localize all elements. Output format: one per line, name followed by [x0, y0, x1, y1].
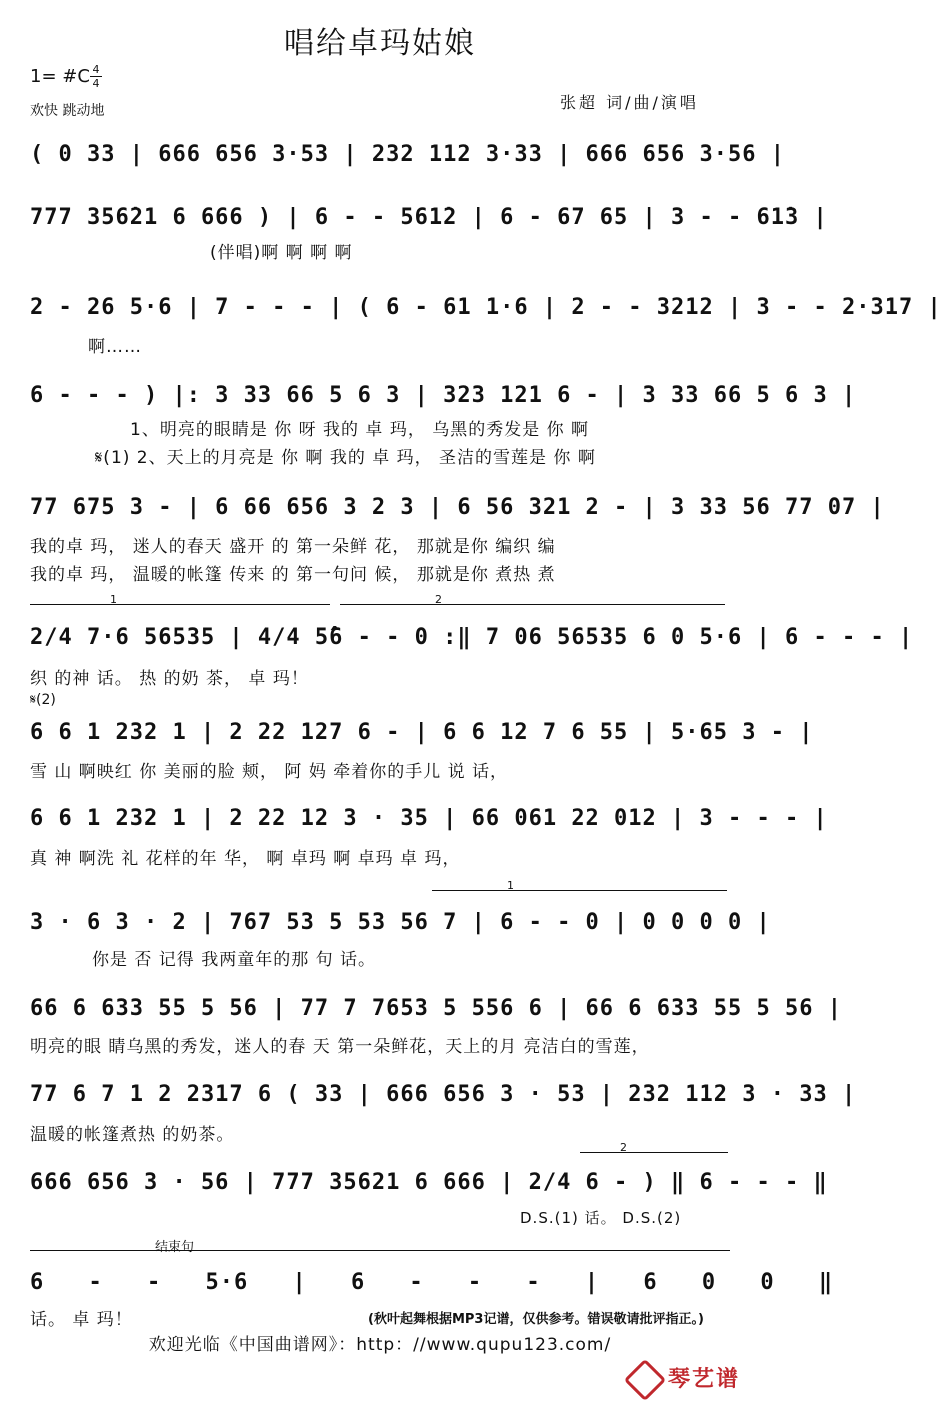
brand-logo [630, 1362, 740, 1395]
score-row-2: 777 356̇21 6 666 ) | 6 - - 561̇2 | 6 - 67 65 | 3 - - 61̇3 | [30, 205, 828, 230]
meter-top: 4 [92, 63, 100, 76]
lyric-row-8: 真 神 啊洗 礼 花样的年 华， 啊 卓玛 啊 卓玛 卓 玛， [30, 849, 461, 869]
site-credit: 欢迎光临《中国曲谱网》：http：//www.qupu123.com/ [148, 1335, 612, 1355]
first-ending-label: 1 [110, 593, 117, 606]
lyric-row-7: 雪 山 啊映红 你 美丽的脸 颊， 阿 妈 牵着你的手儿 说 话， [30, 762, 509, 782]
lyric-row-9: 你是 否 记得 我两童年的那 句 话。 [92, 950, 377, 970]
meter-bottom: 4 [92, 77, 100, 90]
second-ending-label: 2 [435, 593, 442, 606]
tempo-marking: 欢快 跳动地 [30, 103, 105, 119]
score-row-9: 3 · 6 3 · 2 | 767 53 5 53 56 7 | 6 - - 0 | 0 0 0 0 | [30, 910, 771, 935]
lyric-row-6: 织 的神 话。 热 的奶 茶， 卓 玛！ [30, 669, 309, 689]
lyric-row-2: (伴唱)啊 啊 啊 啊 [210, 243, 353, 263]
score-row-4: 6 - - - ) |: 3 33 66 5 6 3 | 323 121 6 - | 3 33 66 5 6 3 | [30, 383, 857, 408]
lyric-row-5a: 我的卓 玛， 迷人的春天 盛开 的 第一朵鲜 花， 那就是你 编织 编 [30, 537, 556, 557]
lyric-row-10: 明亮的眼 睛乌黑的秀发，迷人的春 天 第一朵鲜花，天上的月 亮洁白的雪莲， [30, 1037, 650, 1057]
logo-mark-icon [624, 1359, 666, 1401]
second-ending-bracket [340, 593, 725, 615]
score-row-13: 6 - - 5·6 | 6 - - - | 6 0 0 ‖ [30, 1270, 834, 1295]
score-row-3: 2 - 26 5·6 | 7 - - - | ( 6 - 61 1·6 | 2 - - 3212 | 3 - - 2·317 | [30, 295, 942, 320]
score-row-12: 666 656 3 · 56 | 777 35621 6 666 | 2/4 6 - ) ‖ 6 - - - ‖ [30, 1170, 828, 1195]
score-row-5: 77 675 3 - | 6 66 656 3 2 3 | 6 56 321 2 - | 3 33 56 77 07 | [30, 495, 885, 520]
coda-bracket [30, 1240, 730, 1261]
second-ending-bracket-2 [580, 1141, 728, 1163]
lyric-row-3: 啊…… [88, 337, 142, 357]
score-row-7: 6 6 1 232 1 | 2 22 127 6 - | 6 6 12 7 6 55 | 5·65 3 - | [30, 720, 814, 745]
first-ending-bracket-2 [432, 879, 727, 901]
credit: 张超 词/曲/演唱 [560, 93, 699, 112]
transcription-note: (秋叶起舞根据MP3记谱，仅供参考。错误敬请批评指正。) [368, 1312, 704, 1327]
lyric-row-13: 话。 卓 玛！ [30, 1310, 133, 1330]
lyric-row-4a: 1、明亮的眼睛是 你 呀 我的 卓 玛， 乌黑的秀发是 你 啊 [130, 420, 590, 440]
lyric-row-4b: 𝄋(1) 2、天上的月亮是 你 啊 我的 卓 玛， 圣洁的雪莲是 你 啊 [95, 448, 596, 468]
coda-label: 结束句 [155, 1240, 195, 1255]
score-row-10: 66 6 633 55 5 56 | 77 7 7653 5 556 6 | 66 6 633 55 5 56 | [30, 996, 842, 1021]
time-signature [90, 64, 102, 89]
lyric-row-5b: 我的卓 玛， 温暖的帐篷 传来 的 第一句问 候， 那就是你 煮热 煮 [30, 565, 556, 585]
lyric-row-12: D.S.(1) 话。 D.S.(2) [520, 1209, 682, 1227]
lyric-row-11: 温暖的帐篷煮热 的奶茶。 [30, 1125, 235, 1145]
first-ending-label-2: 1 [507, 879, 514, 892]
score-row-11: 77 6 7 1 2 2317 6 ( 33 | 666 656 3 · 53 | 232 112 3 · 33 | [30, 1082, 857, 1107]
logo-text: 琴艺谱 [668, 1367, 741, 1392]
segno-2: 𝄋(2) [30, 692, 56, 708]
second-ending-label-2: 2 [620, 1141, 627, 1154]
score-row-6: 2/4 7·6 56535 | 4/4 5̂6 - - 0 :‖ 7 06 56535 6 0 5·6 | 6 - - - | [30, 625, 914, 650]
page-title: 唱给卓玛姑娘 [284, 26, 476, 61]
first-ending-bracket [30, 593, 330, 615]
score-row-8: 6 6 1 232 1 | 2 22 12 3 · 35 | 66 061 22 012 | 3 - - - | [30, 806, 828, 831]
key-signature: 1= #C [30, 66, 90, 87]
score-row-1: ( 0 33 | 666 656 3·53 | 232 112 3·33 | 666 656 3·56 | [30, 142, 785, 167]
